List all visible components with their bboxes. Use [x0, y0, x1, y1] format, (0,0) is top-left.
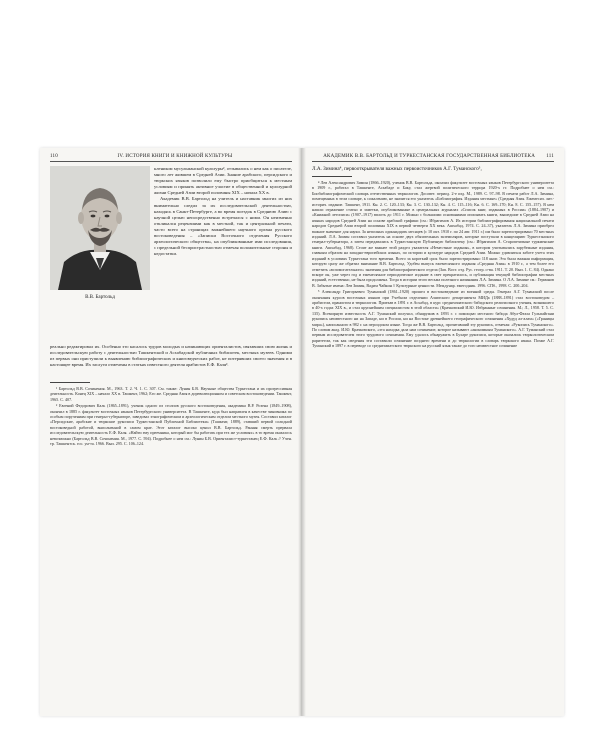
right-footnotes [312, 180, 554, 350]
right-running-title: АКАДЕМИК В.В. БАРТОЛЬД И ТУРКЕСТАНСКАЯ ГОСУДАРСТВЕННАЯ БИБЛИОТЕКА [323, 154, 536, 159]
left-page-number: 110 [50, 154, 58, 159]
left-footnotes [50, 386, 292, 447]
right-page-number: 111 [546, 154, 554, 159]
body-paragraph: Академик В.В. Бартольд на учитель и наставник многих из них внимательно следил за их исследовательской деятельностью, находясь в Санкт-Петербурге, а во время поездок в Среднюю Азию с научной целью непосредственно встречался с ними. Он неизменно откликался рецензиями как в местной, так и центральной печати, часто всего на страницах важнейшего научного органа русского востоковедения – «Записки Восточного отделения Русского археологического общества», на опубликованные ими исследования, с предельной беспристрастностью отмечая положительные стороны и недостатки. [154, 196, 292, 257]
footnote: ² Евгений Федорович Каль (1865–1891), ученик одного из столпов русского востоковедения, академика В.Р. Розена (1849–1908), окончил в 1885 г. факультет восточных языков Петербургского университета. В Ташкенте, куда был направлен в качестве чиновника по особым поручениям при генерал-губернаторе, заведовал этнографическим и археологическим отделом местного музея. Составил каталог «Персидские, арабские и тюркские рукописи Туркестанской Публичной Библиотеки» (Ташкент, 1889), ставший первой солидной востоковедной работой, выполненной в самом крае. Этот каталог высоко ценил В.В. Бартольд. Ранняя смерть прервала исследовательскую деятельность Е.Ф. Каля. «Найти ему преемника, который мог бы работать при тех же условиях» в то время оказалось невозможно (Бартольд В.В. Сочинения. М., 1977. С. 594). Подробнее о нем см.: Лунин Б.В. Ориенталист-туркестанец Е.Ф. Каль // Учен. тр. Ташкентск. гос. ун-та. 1966. Вып. 295. С. 106–124. [50, 403, 292, 447]
body-paragraph: реально редактировал их. Особенно это касалось трудов молодых и начинающих ориенталистов, связавших свою жизнь и исследовательскую работу с деятельностью Ташкентской и Асхабадской публичных библиотек, местных музеев. Одними из первых они приступили к выявлению библиографических и книговедческих работ, не потерявших своего значения и в настоящее время. Их заслуги отмечены в статьях известного деятеля арабистов Е.Ф. Каля³. [50, 344, 292, 368]
right-lede-line: Л.А. Зимина⁴, первооткрывателя важных первоисточников А.Г. Туманского⁵, [312, 166, 482, 172]
portrait-photo [50, 166, 150, 290]
right-page [302, 148, 564, 716]
left-running-title: IV. ИСТОРИЯ КНИГИ И КНИЖНОЙ КУЛЬТУРЫ [117, 154, 233, 159]
left-body-full [50, 344, 292, 368]
body-paragraph: клеником мусульманской культуры², отзывались о нем как о писателе, много лет жившем в Средней Азии. Знание арабского, персидского и тюркских языков позволило ему быстро приобщиться к местным условиям и принять активное участие в общественной и культурной жизни Средней Азии второй половины XIX – начала XX в. [154, 166, 292, 196]
photo-caption: В.В. Бартольд [85, 295, 115, 300]
footnote: ⁴ Лев Александрович Зимин (1866–1920), ученик В.В. Бартольда, окончил факультет восточных языков Петербургского университета в 1909 г., работал в Ташкенте, Асхабаде и Баку, стал жертвой политического террора 1920-х гг. Подробнее о нем см.: Биобиблиографический словарь отечественных тюркологов. Досовет. период. 2-е изд. М., 1989. С. 97–98. В печати работ Л.А. Зимина, помещенных в этом словаре, к сожалению, не значится его указатель «Библиография. Издания местные» (Средняя Азия. Ежемесяч. лит.-историч. издание. Ташкент, 1911. Кн. 2. С. 120–133; Кн. 3. С. 130–132; Кн. 4. С. 115–116; Кн. 6. С. 169–170; Кн. 8. С. 155–157). В нем нашли отражение статьи и заметки, опубликованные в центральных журналах «Список книг, изданных в России» (1884–1907) и «Книжной летописи» (1907–1917) вплоть до 1911 г. Можно с большими основаниями описывать книги, вышедшие в Средней Азии на языках народов Средней Азии на основе арабской графики (см.: Ибрагимов А. Из истории библиографирования национальной печати народов Средней Азии второй половины XIX в первой четверти XX века. Ашхабад, 1974. С. 24–37), указатель Л.А. Зимина приобрел важное значение для науки. За неполных одиннадцать месяцев (с 10 окт. 1910 г. по 24 авг. 1911 г.) им было зарегистрировано 70 местных изданий. Л.А. Зимин составил указатель на основе двух обязательных экземпляров, которые поступали в канцелярию Туркестанского генерал-губернатора, а затем передавались в Туркестанскую Публичную библиотеку (см.: Ибрагимов А. Старопечатные туркменские книги. Ашхабад, 1968). Стоит же важнее этой раздел указателя «Неместные издания», в котором учитывались зарубежные издания, главным образом на западно-европейских языках, по истории и культуре народов Средней Азии. Можно удивляться заботе учета этих изданий в условиях Туркестана того времени. Всего за короткий срок было зарегистрировано 118 книг. Эта была важная информация, которую сразу же обратил внимание В.В. Бартольд. Удобен выпуск ежемесячного издания «Средняя Азия» в 1910 г., а тем более его отметить «вспомогательного» значения для библиографического отдела (Зап. Вост. отд. Рус. геогр. о-ва. 1911. Т. 20. Вып. 1. С. 84). Однако вскоре он, уже через год и ежемесячное периодическое издание в свет прекратилось, и публикация текущей библиографии местных изданий, естественно, не была продолжена. Тогда в истории этого весьма полезного начинания Л.А. Зимина. О Л.А. Зимине см.: Германов В. Забытые имена: Лев Зимин, Вадим Чайкин // Культурные ценности. Междунар. ежегодник. 1996. СПб., 1998. С. 200–204. [312, 180, 554, 288]
footnote-separator [50, 382, 90, 383]
left-body-beside-photo [154, 166, 292, 257]
footnote: ¹ Бартольд В.В. Сочинения. М., 1963. Т. 2. Ч. 1. С. 307. См. также: Лунин Б.В. Научные общества Туркестана и их прогрессивная деятельность. Конец XIX – начало XX в. Ташкент, 1962; Его же. Средняя Азия в дореволюционном и советском востоковедении. Ташкент, 1965. С. 407. [50, 386, 292, 402]
left-page [40, 148, 302, 716]
right-running-head [312, 154, 554, 162]
left-running-head [50, 154, 292, 162]
footnote: ⁵ Александр Григорьевич Туманский (1861–1920) прошел в востоковедение из военной среды. Генерал А.Г. Туманский после окончания курсов восточных языков при Учебном отделении Азиатского департамента МИДа (1888–1891) стал востоковедом – арабистом, иранистом и тюркологом. Приехав в 1891 г. в Асхабад, в курс среднеазиатского бабидского религиозного учения, возникшего в 40-х годах XIX в., и стал крупнейшим специалистом в этой области» (Крачковский И.Ю. Избранные сочинения. М.; Л., 1958. Т. 5. С. 135). Всемирную известность А.Г. Туманский получил, обнаружив в 1893 г. с помощью местного бабида Абул-Фазла Гульпайгани рукопись неизвестного ни на Западе, ни в России, ни на Востоке древнейшего географического сочинения «Худуд ал-алам» («Границы мира»), написанного в 982 г. на персидском языке. Тогда же В.В. Бартольд, прочитавший эту рукопись, отмечая: «Рукопись Туманского». По словам акад. И.Ю. Крачковского, «эта находка дала нам сочинение, которое называют «анонимным Туманского». А.Г. Туманский стал первым исследователем этого трудового сочинения. Ему удалось обнаружить в Бухаре рукописи, которые оказались тюркологическим раритетом, так как сведения эти составили сочинение позднего времени и до тюркологии в словарь тюркского языка. Позже А.Г. Туманский в 1897 г. в переводе со среднеазиатского тюркского на русский язык также до того неизвестное сочинение [312, 289, 554, 349]
book-gutter [298, 148, 306, 716]
footnote-separator [312, 176, 352, 177]
